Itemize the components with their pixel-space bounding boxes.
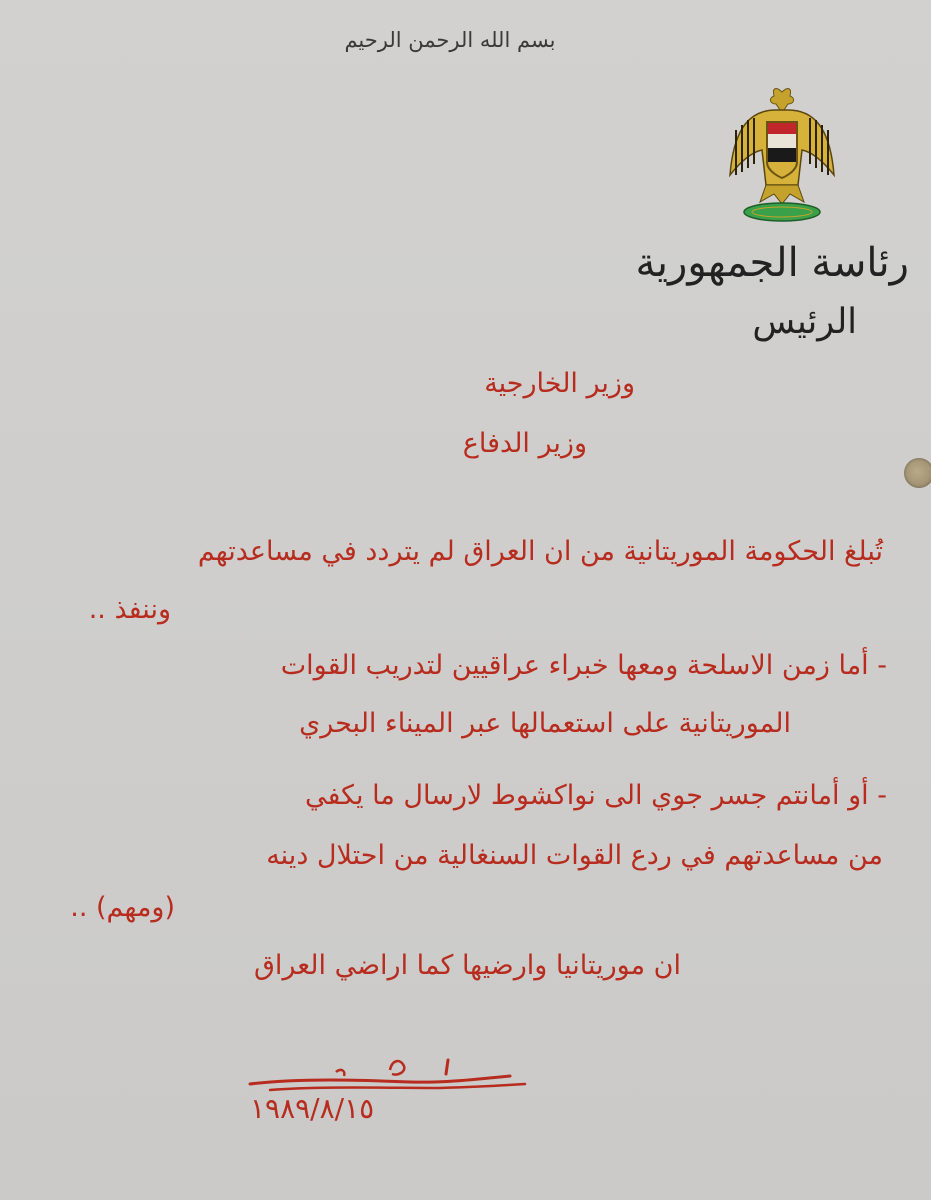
body-line: - أو أمانتم جسر جوي الى نواكشوط لارسال ما يكفي [304, 780, 887, 811]
body-line: - أما زمن الاسلحة ومعها خبراء عراقيين لتدريب القوات [280, 650, 887, 681]
recipient-line: وزير الدفاع [462, 428, 587, 459]
body-line: (ومهم) .. [70, 892, 175, 923]
office-title: الرئيس [752, 302, 857, 342]
punch-hole [904, 458, 931, 488]
body-line: من مساعدتهم في ردع القوات السنغالية من احتلال دينه [266, 840, 883, 871]
office-heading: رئاسة الجمهورية [635, 240, 909, 286]
letter-date: ١٩٨٩/٨/١٥ [250, 1092, 375, 1125]
eagle-emblem-icon [722, 80, 842, 230]
body-line: الموريتانية على استعمالها عبر الميناء البحري [299, 708, 791, 739]
basmala-header: بسم الله الرحمن الرحيم [344, 28, 556, 52]
body-line: وننفذ .. [88, 594, 171, 625]
recipient-line: وزير الخارجية [484, 368, 635, 399]
body-line: تُبلغ الحكومة الموريتانية من ان العراق لم يتردد في مساعدتهم [197, 536, 883, 567]
body-line: ان موريتانيا وارضيها كما اراضي العراق [253, 950, 681, 981]
